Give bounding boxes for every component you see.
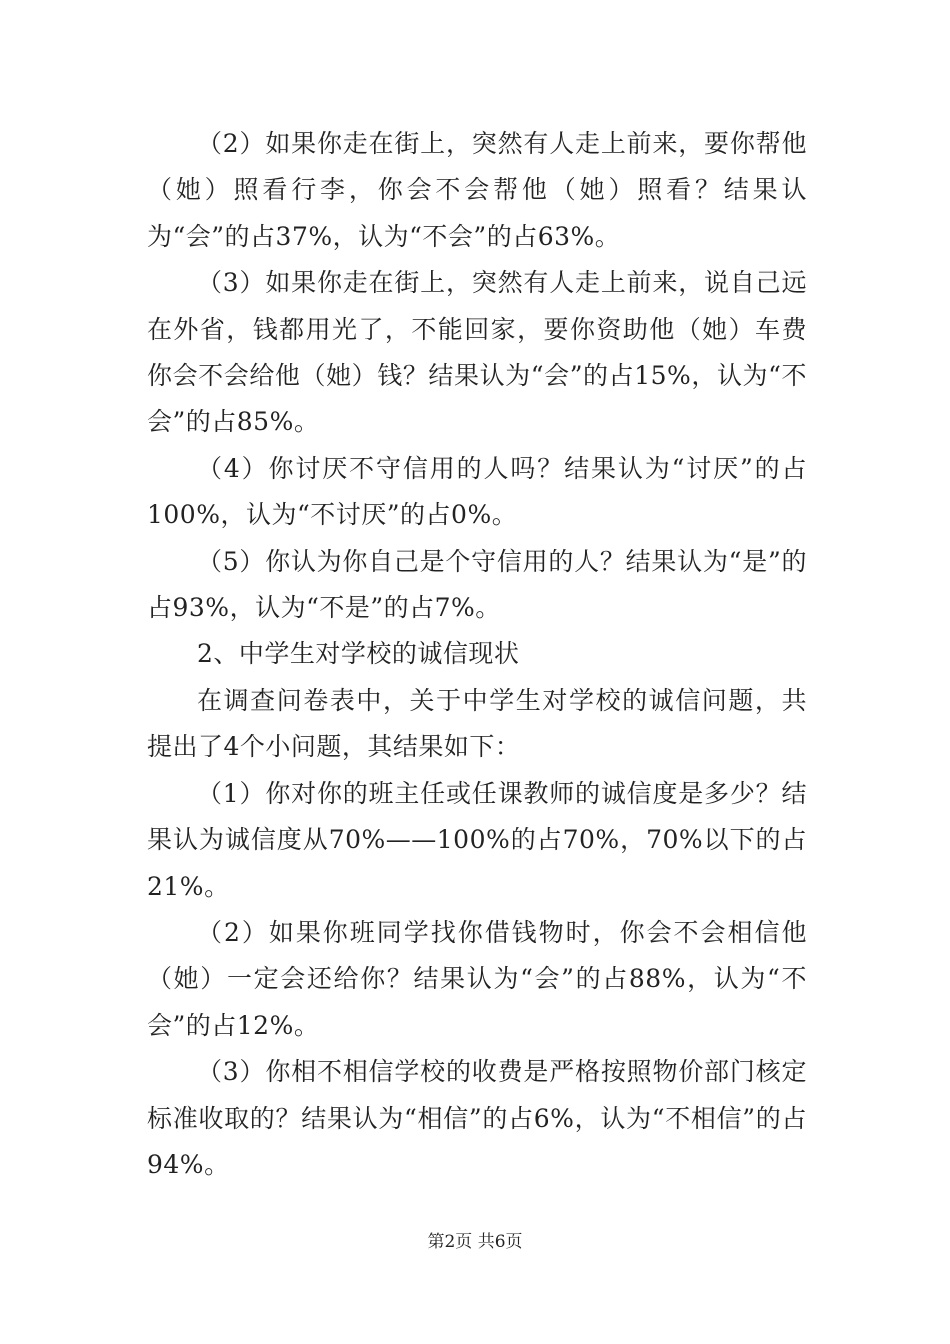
paragraph-school-q1-teacher: （1）你对你的班主任或任课教师的诚信度是多少？结果认为诚信度从70%——100%的占70%，70%以下的占21%。 (147, 778, 807, 901)
document-body (147, 121, 807, 1188)
page-footer: 第2页 共6页 (427, 1232, 523, 1252)
paragraph-school-q3-fees: （3）你相不相信学校的收费是严格按照物价部门核定标准收取的？结果认为“相信”的占6%，认为“不相信”的占94%。 (147, 1057, 807, 1179)
paragraph-q4-dislike: （4）你讨厌不守信用的人吗？结果认为“讨厌”的占100%，认为“不讨厌”的占0%。 (147, 453, 807, 530)
section-heading-school-integrity: 2、中学生对学校的诚信现状 (197, 639, 520, 669)
paragraph-survey-intro: 在调查问卷表中，关于中学生对学校的诚信问题，共提出了4个小问题，其结果如下： (147, 685, 807, 762)
paragraph-q3-fare: （3）如果你走在街上，突然有人走上前来，说自己远在外省，钱都用光了，不能回家，要你资助他（她）车费你会不会给他（她）钱？结果认为“会”的占15%，认为“不会”的占85%。 (147, 268, 807, 437)
paragraph-school-q2-borrow: （2）如果你班同学找你借钱物时，你会不会相信他（她）一定会还给你？结果认为“会”的占88%，认为“不会”的占12%。 (147, 917, 807, 1040)
paragraph-q5-self: （5）你认为你自己是个守信用的人？结果认为“是”的占93%，认为“不是”的占7%。 (147, 546, 807, 623)
paragraph-q2-luggage: （2）如果你走在街上，突然有人走上前来，要你帮他（她）照看行李，你会不会帮他（她）照看？结果认为“会”的占37%，认为“不会”的占63%。 (147, 129, 807, 251)
